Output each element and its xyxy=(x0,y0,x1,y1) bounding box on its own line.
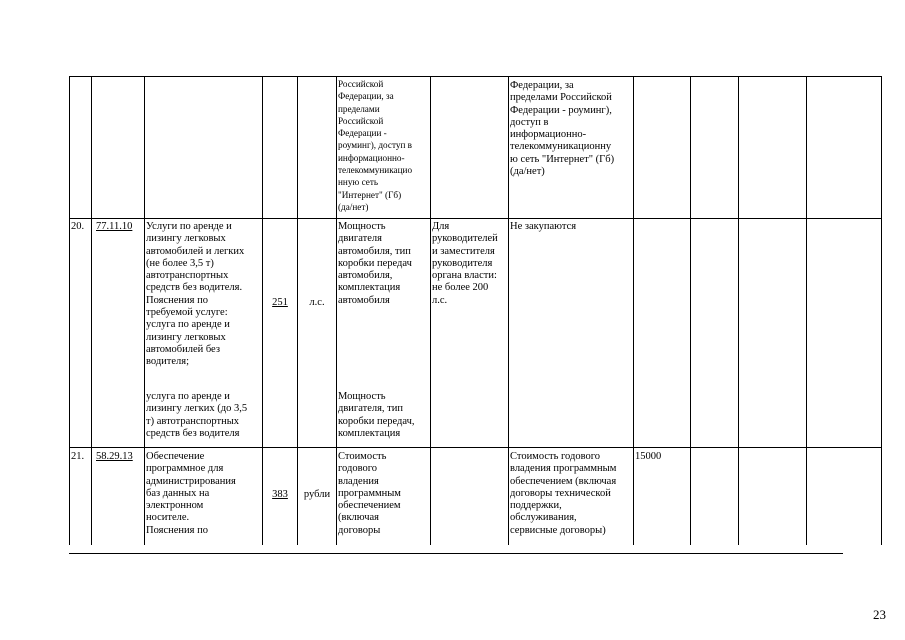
column-border xyxy=(806,76,807,545)
row-21-number: 21. xyxy=(71,451,85,462)
row-20-value: Для руководителей и заместителя руководителя органа власти: не более 200 л.с. xyxy=(432,221,498,306)
column-border xyxy=(336,76,337,545)
row-20-okei-code: 251 xyxy=(272,297,288,308)
row-separator xyxy=(69,218,882,219)
row-21-limit: 15000 xyxy=(635,451,662,462)
column-border xyxy=(738,76,739,545)
row-21-characteristic: Стоимость годового владения программным обеспечением (включая договоры xyxy=(338,451,401,536)
column-border xyxy=(91,76,92,545)
row-21-purchase: Стоимость годового владения программным обеспечением (включая договоры технической поддержки, обслуживания, сервисные договоры) xyxy=(510,451,617,536)
column-border xyxy=(144,76,145,545)
row-20-name: Услуги по аренде и лизингу легковых автомобилей и легких (не более 3,5 т) автотранспортных средств без водителя. Пояснения по требуемой услуге: услуга по аренде и лизингу легковых автомобилей без водителя; xyxy=(146,221,245,368)
column-border xyxy=(430,76,431,545)
row-21-okei-unit: рубли xyxy=(303,489,331,500)
row-21-code: 58.29.13 xyxy=(96,451,133,462)
row-20-characteristic-continued: Мощность двигателя, тип коробки передач, комплектация xyxy=(338,391,415,439)
row-20-characteristic: Мощность двигателя автомобиля, тип коробки передач автомобиля, комплектация автомобиля xyxy=(338,221,412,306)
row-20-purchase: Не закупаются xyxy=(510,221,577,232)
column-border xyxy=(633,76,634,545)
row-separator xyxy=(69,447,882,448)
row-20-okei-unit: л.с. xyxy=(309,297,325,308)
page-number: 23 xyxy=(873,607,886,622)
column-border xyxy=(508,76,509,545)
row-20-number: 20. xyxy=(71,221,85,232)
row-21-okei-code: 383 xyxy=(272,489,288,500)
row-20-code: 77.11.10 xyxy=(96,221,133,232)
table-top-border xyxy=(69,76,882,77)
row-21-name: Обеспечение программное для администрирования баз данных на электронном носителе. Пояснения по xyxy=(146,451,236,536)
footer-rule xyxy=(69,553,843,554)
column-border xyxy=(881,76,882,545)
column-border xyxy=(69,76,70,545)
continued-characteristic-text: Российской Федерации, за пределами Российской Федерации - роуминг), доступ в информационно- телекоммуникацио нную сеть "Интернет" (Гб) (да/нет) xyxy=(338,79,413,212)
column-border xyxy=(690,76,691,545)
continued-value-text: Федерации, за пределами Российской Федерации - роуминг), доступ в информационно- телекоммуникационну ю сеть "Интернет" (Гб) (да/нет) xyxy=(510,80,615,178)
row-20-name-continued: услуга по аренде и лизингу легких (до 3,5 т) автотранспортных средств без водителя xyxy=(146,391,248,439)
